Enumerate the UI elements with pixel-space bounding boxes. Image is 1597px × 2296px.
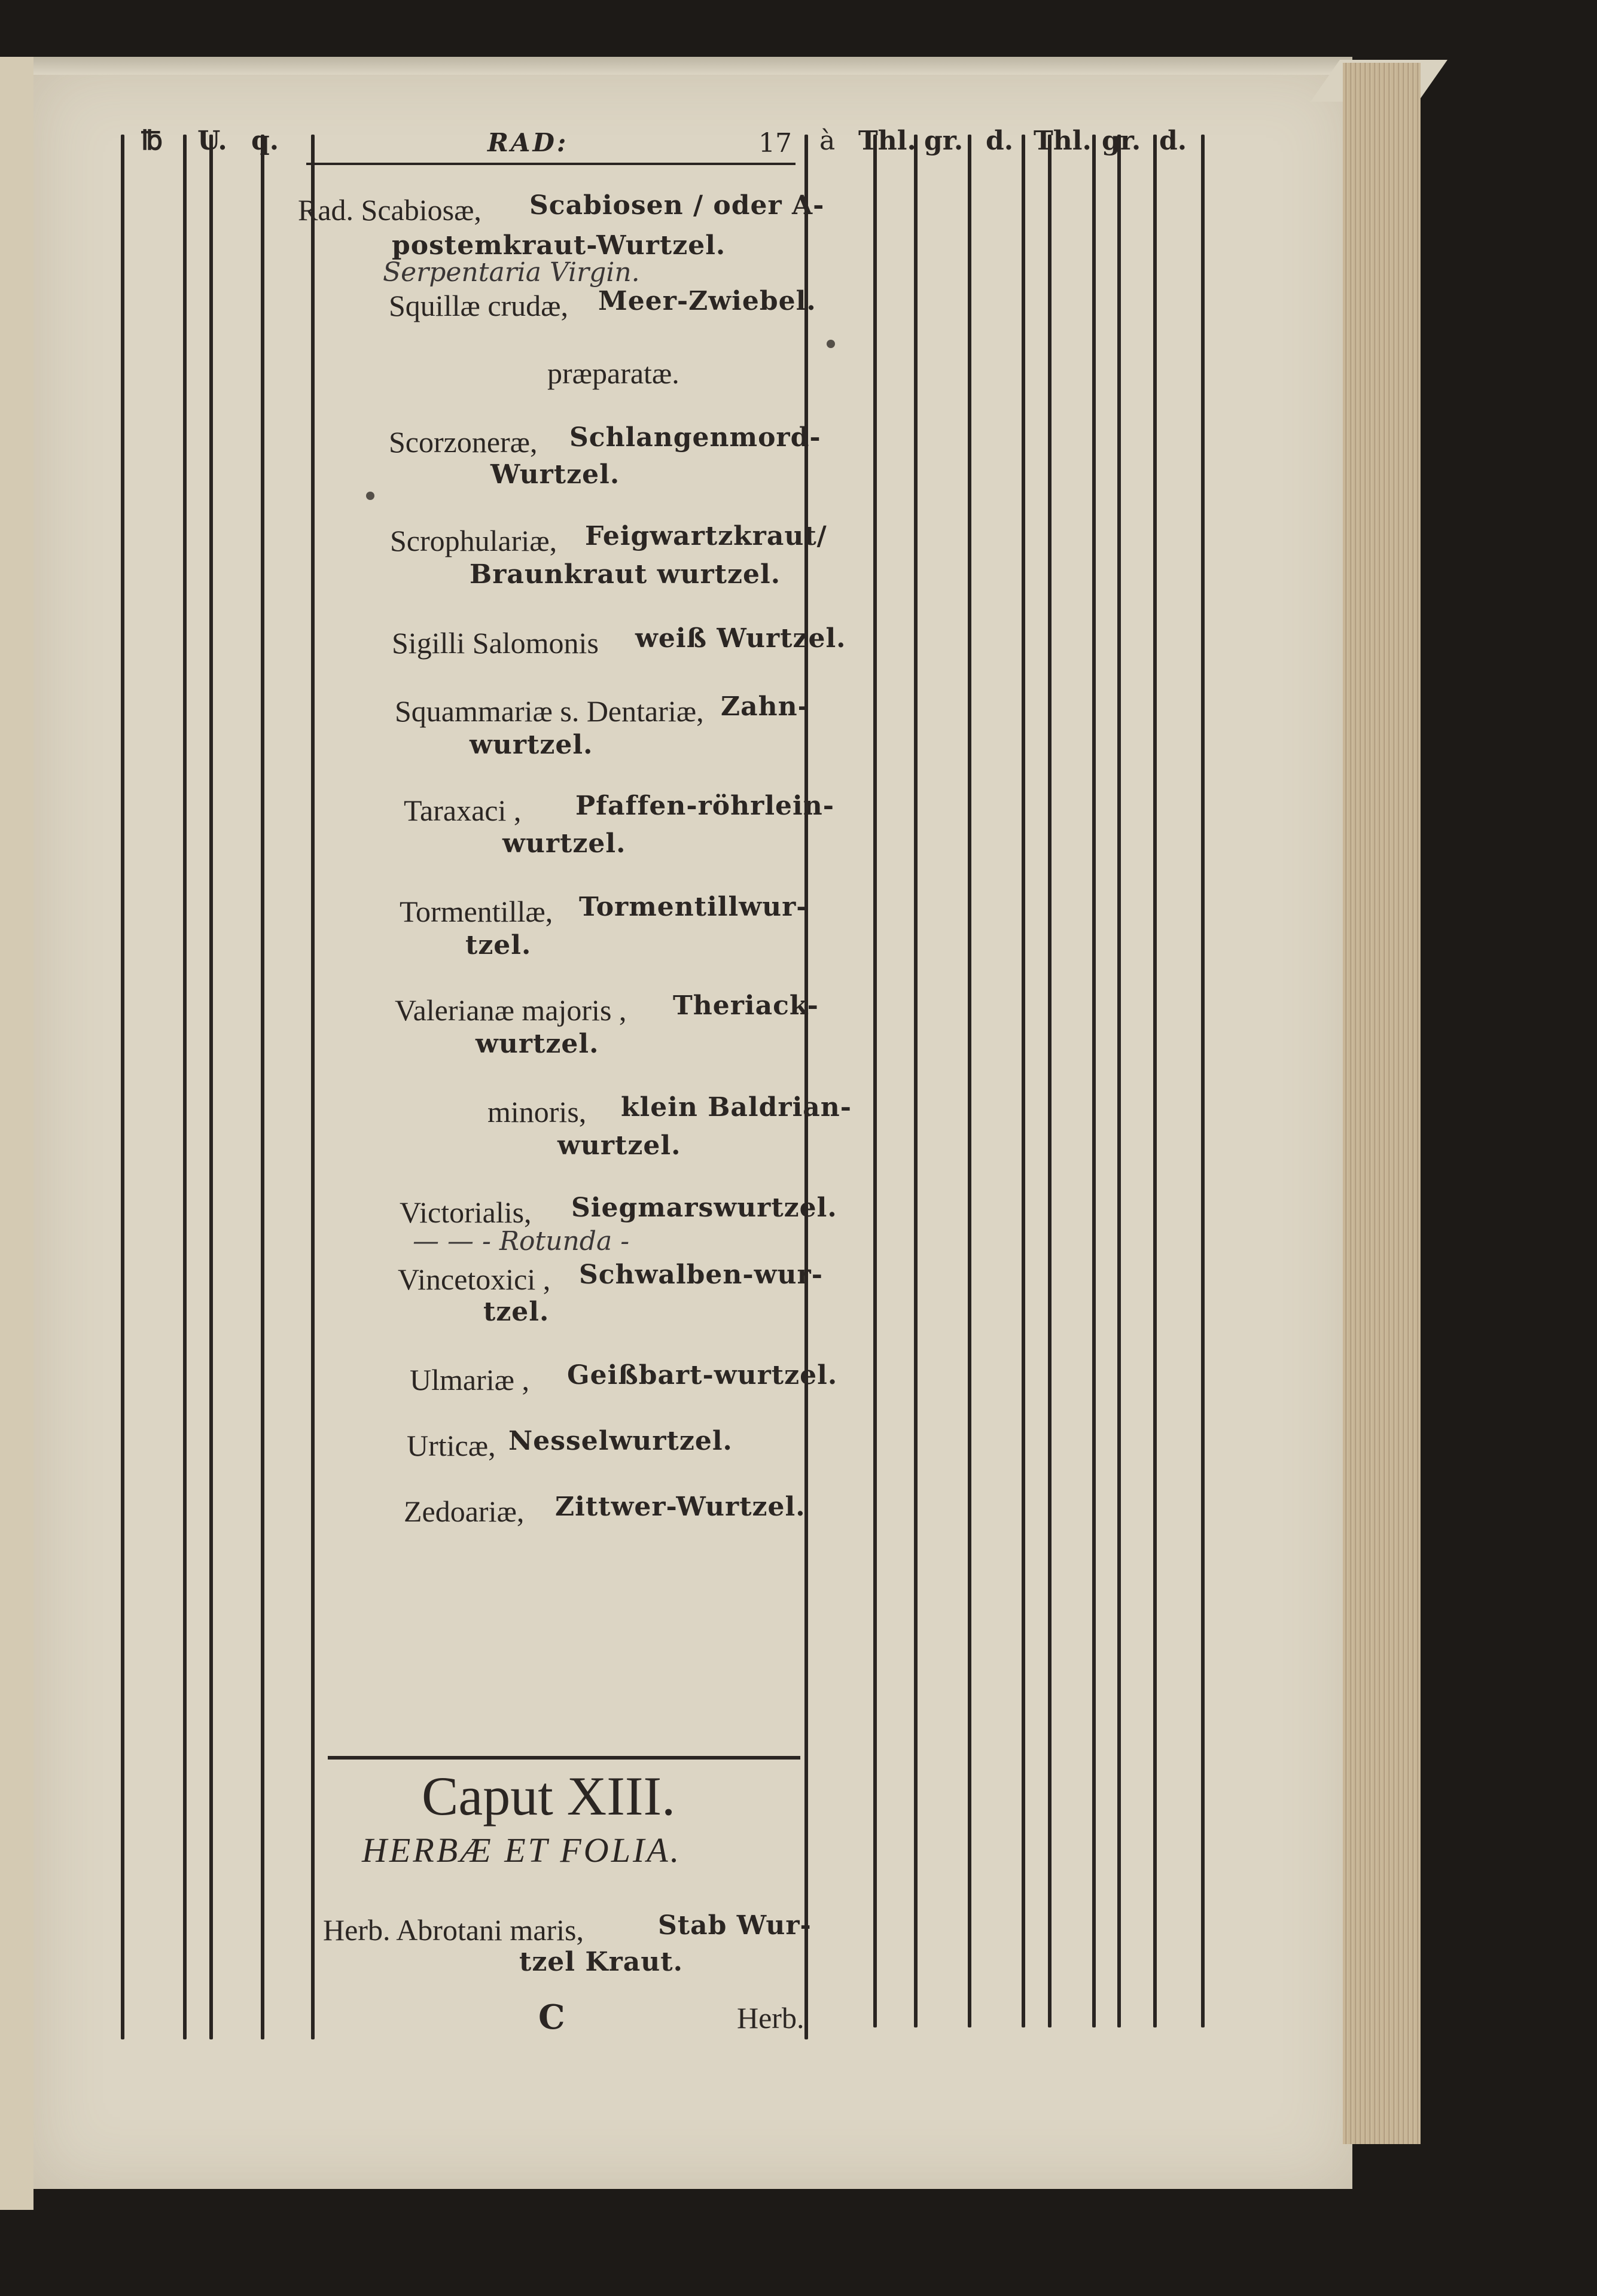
column-rule <box>968 135 971 2027</box>
handwritten-annotation: Serpentaria Virgin. <box>383 257 640 288</box>
entry-german: Meer-Zwiebel. <box>598 286 816 316</box>
herb-german: Stab Wur- <box>658 1910 812 1941</box>
entry-german: tzel. <box>483 1297 550 1327</box>
entry-german: Scabiosen / oder A- <box>529 190 825 221</box>
entry-german: Tormentillwur- <box>579 892 808 922</box>
herb-german: tzel Kraut. <box>519 1947 683 1977</box>
entry-german: Zahn- <box>721 691 809 722</box>
entry-latin: Sigilli Salomonis <box>392 626 599 660</box>
entry-german: Nesselwurtzel. <box>508 1426 733 1456</box>
column-rule <box>1022 135 1025 2027</box>
entry-german: Schwalben-wur- <box>579 1260 823 1290</box>
column-rule <box>1201 135 1205 2027</box>
entry-latin: Ulmariæ , <box>410 1363 529 1396</box>
entry-latin: Vincetoxici , <box>398 1263 551 1296</box>
page-number: 17 <box>758 128 792 158</box>
entry-latin: Scorzoneræ, <box>389 425 538 459</box>
column-rule <box>1048 135 1052 2027</box>
entry-latin: Taraxaci , <box>404 794 522 827</box>
entry-latin: Rad. Scabiosæ, <box>298 193 481 227</box>
column-rule <box>873 135 877 2027</box>
entry-german: Braunkraut wurtzel. <box>470 559 781 590</box>
header-gr-1: gr. <box>924 126 964 156</box>
column-rule <box>1092 135 1096 2027</box>
column-rule <box>209 135 213 2039</box>
signature-mark: C <box>538 1998 566 2037</box>
entry-german: Zittwer-Wurtzel. <box>555 1492 806 1522</box>
header-u: U. <box>197 126 227 156</box>
entry-german: postemkraut-Wurtzel. <box>392 230 726 261</box>
entry-german: wurtzel. <box>470 730 593 760</box>
chapter-rule <box>328 1756 800 1760</box>
header-d-2: d. <box>1159 126 1187 156</box>
entry-latin: Urticæ, <box>407 1429 496 1462</box>
entry-latin: minoris, <box>487 1095 587 1129</box>
entry-german: Siegmarswurtzel. <box>571 1193 837 1223</box>
page-edges <box>1343 63 1421 2144</box>
entry-latin: Scrophulariæ, <box>390 524 557 557</box>
header-thl-1: Thl. <box>858 126 916 156</box>
header-q: q. <box>251 126 279 156</box>
running-head: RAD: <box>487 128 569 157</box>
herb-latin: Herb. Abrotani maris, <box>323 1913 584 1947</box>
column-rule <box>1153 135 1157 2027</box>
column-rule <box>1117 135 1121 2027</box>
header-d-1: d. <box>986 126 1014 156</box>
entry-latin: Victorialis, <box>400 1196 532 1229</box>
entry-german: weiß Wurtzel. <box>635 623 846 654</box>
entry-german: klein Baldrian- <box>621 1092 852 1123</box>
entry-latin: præparatæ. <box>547 356 679 390</box>
entry-latin: Zedoariæ, <box>404 1495 525 1528</box>
column-rule <box>914 135 918 2027</box>
entry-german: Schlangenmord- <box>569 422 821 453</box>
column-rule <box>183 135 187 2039</box>
column-rule <box>804 135 808 2039</box>
entry-german: wurtzel. <box>476 1029 599 1059</box>
entry-latin: Tormentillæ, <box>400 895 553 928</box>
entry-latin: Squillæ crudæ, <box>389 289 569 322</box>
header-pound: ℔ <box>141 126 163 156</box>
chapter-subtitle: HERBÆ ET FOLIA. <box>362 1831 682 1870</box>
column-rule <box>311 135 315 2039</box>
chapter-title: Caput XIII. <box>422 1766 676 1827</box>
left-page-edge <box>0 57 33 2210</box>
page-top-shadow <box>33 57 1352 75</box>
header-a: à <box>819 126 836 156</box>
entry-german: Pfaffen-röhrlein- <box>575 791 835 821</box>
ink-dot <box>366 492 374 500</box>
entry-german: Wurtzel. <box>490 459 620 490</box>
entry-german: wurtzel. <box>502 828 626 859</box>
column-rule <box>121 135 124 2039</box>
catchword: Herb. <box>737 2001 804 2035</box>
entry-german: Theriack- <box>673 990 819 1021</box>
header-thl-2: Thl. <box>1034 126 1092 156</box>
header-rule <box>306 163 796 165</box>
entry-latin: Squammariæ s. Dentariæ, <box>395 694 704 728</box>
entry-german: Feigwartzkraut/ <box>585 521 827 551</box>
header-gr-2: gr. <box>1102 126 1141 156</box>
entry-german: tzel. <box>465 930 532 961</box>
entry-german: wurtzel. <box>557 1130 681 1161</box>
ink-dot <box>827 340 835 348</box>
entry-german: Geißbart-wurtzel. <box>567 1360 838 1391</box>
handwritten-annotation: — — - Rotunda - <box>413 1226 630 1257</box>
column-rule <box>261 135 264 2039</box>
entry-latin: Valerianæ majoris , <box>395 993 627 1027</box>
